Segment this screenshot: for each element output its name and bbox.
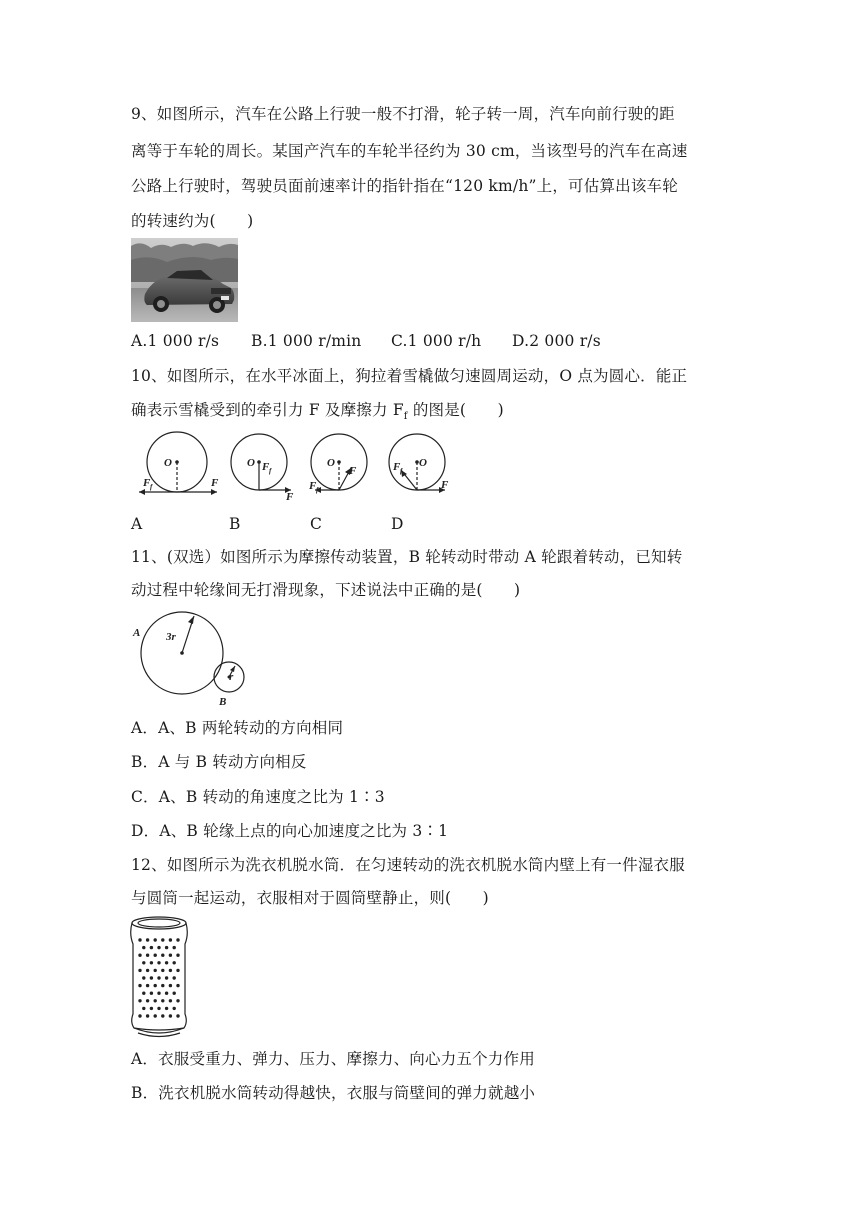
q10-d-label-ff: F (393, 461, 401, 473)
q11-line-2: 动过程中轮缘间无打滑现象，下述说法中正确的是( ) (131, 581, 521, 599)
q11-option-c: C．A、B 转动的角速度之比为 1∶3 (131, 788, 385, 806)
q11-label-r: r (229, 671, 234, 683)
q10-choice-d: D (391, 515, 404, 533)
q9-line-2: 离等于车轮的周长。某国产汽车的车轮半径约为 30 cm，当该型号的汽车在高速 (131, 142, 688, 160)
q10-c-label-ff: F (309, 480, 317, 492)
q10-a-label-ff: F (143, 477, 151, 489)
q10-b-label-ff-sub: f (269, 467, 272, 475)
q10-line-2-text: 确表示雪橇受到的牵引力 F 及摩擦力 $F_f$ 的图是( ) (131, 401, 504, 423)
q10-line-2 (131, 400, 504, 427)
q9-line-1: 9、如图所示，汽车在公路上行驶一般不打滑，轮子转一周，汽车向前行驶的距 (131, 105, 675, 123)
q10-d-label-ff-sub: f (400, 467, 403, 475)
q11-option-a: A．A、B 两轮转动的方向相同 (131, 719, 344, 737)
q10-b-label-o: O (247, 457, 255, 469)
q10-b-label-ff: F (262, 461, 270, 473)
q9-option-b: B.1 000 r/min (251, 332, 362, 350)
q10-force-diagrams (131, 430, 461, 502)
q12-option-a: A．衣服受重力、弹力、压力、摩擦力、向心力五个力作用 (131, 1050, 535, 1068)
q12-line-2: 与圆筒一起运动，衣服相对于圆筒壁静止，则( ) (131, 889, 489, 907)
q10-b-label-f: F (286, 491, 294, 502)
q11-label-a: A (133, 627, 141, 639)
car-photo (131, 238, 238, 322)
q10-d-label-f: F (441, 479, 449, 491)
q11-option-b: B．A 与 B 转动方向相反 (131, 753, 307, 771)
q10-c-label-ff-sub: f (316, 486, 319, 494)
q9-line-3: 公路上行驶时，驾驶员面前速率计的指针指在“120 km/h”上，可估算出该车轮 (131, 177, 678, 195)
q10-c-label-o: O (327, 457, 335, 469)
q10-a-label-f: F (211, 477, 219, 489)
q10-c-label-f: F (349, 465, 357, 477)
q10-choice-c: C (310, 515, 323, 533)
q11-friction-drive-diagram (131, 606, 255, 708)
q12-line-1: 12、如图所示为洗衣机脱水筒．在匀速转动的洗衣机脱水筒内壁上有一件湿衣服 (131, 856, 685, 874)
q10-a-label-o: O (164, 457, 172, 469)
q12-option-b: B．洗衣机脱水筒转动得越快，衣服与筒壁间的弹力就越小 (131, 1084, 536, 1102)
q10-choice-b: B (229, 515, 241, 533)
q10-choice-a: A (131, 515, 143, 533)
q11-label-3r: 3r (166, 631, 176, 643)
q9-option-d: D.2 000 r/s (512, 332, 601, 350)
q11-option-d: D．A、B 轮缘上点的向心加速度之比为 3∶1 (131, 822, 449, 840)
q10-d-label-o: O (419, 457, 427, 469)
q10-line-1: 10、如图所示，在水平冰面上，狗拉着雪橇做匀速圆周运动，O 点为圆心．能正 (131, 367, 688, 385)
drum-holes (138, 938, 179, 1017)
q9-option-c: C.1 000 r/h (391, 332, 482, 350)
q11-line-1: 11、(双选）如图所示为摩擦传动装置，B 轮转动时带动 A 轮跟着转动，已知转 (131, 548, 683, 566)
washing-machine-drum-diagram (128, 914, 190, 1040)
q9-line-4: 的转速约为( ) (131, 212, 254, 230)
q10-a-label-ff-sub: f (150, 483, 153, 491)
q9-option-a: A.1 000 r/s (131, 332, 220, 350)
q11-label-b: B (219, 696, 227, 708)
